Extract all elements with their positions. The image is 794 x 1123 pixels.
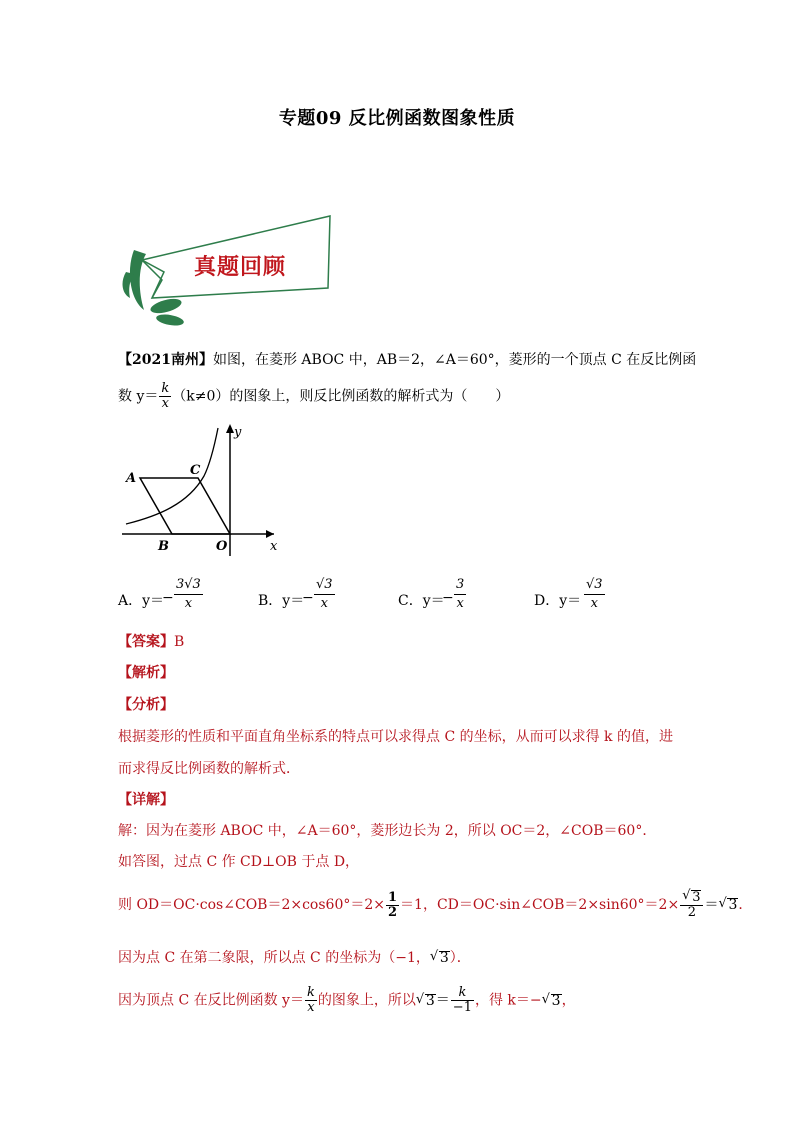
- question-line-1: [118, 350, 696, 370]
- detail-label: 【详解】: [118, 792, 174, 808]
- detail-line-5: 因为顶点 C 在反比例函数 y＝ $\frac{k}{x}$ 的图象上，所以√ 3＝ $\frac{k}{-1}$ ，得 k＝−√ 3，: [118, 986, 576, 1015]
- answer-value: B: [174, 634, 185, 650]
- point-C-label: C: [190, 463, 201, 478]
- question-line-2: [118, 382, 509, 411]
- point-B-label: B: [158, 539, 169, 554]
- leaf-icon: [149, 296, 183, 316]
- answer-label: 【答案】: [118, 634, 174, 650]
- question-source-tag: 【2021南州】: [118, 352, 213, 368]
- answer-line: [118, 632, 184, 652]
- answer-options: A．y＝ − $\frac{3√3}{x}$ B．y＝ − $\frac{√3}{x}$ C．y＝ − $\frac{3}{x}$ D．y＝ $\frac{√3}{x}$: [118, 577, 603, 611]
- leaf-icon: [130, 250, 146, 310]
- analysis-label: 【解析】: [118, 665, 174, 681]
- leaf-icon: [155, 313, 184, 328]
- detail-line-2: 如答图，过点 C 作 CD⊥OB 于点 D，: [118, 854, 360, 870]
- detail-line-4: 因为点 C 在第二象限，所以点 C 的坐标为（−1，√ 3）．: [118, 948, 471, 968]
- question-text-2-pre: 数 y＝: [118, 388, 159, 405]
- fenxi-label: 【分析】: [118, 697, 174, 713]
- page-title: 专题09 反比例函数图象性质: [278, 108, 516, 129]
- point-A-label: A: [126, 471, 137, 486]
- fenxi-text-1: 根据菱形的性质和平面直角坐标系的特点可以求得点 C 的坐标，从而可以求得 k 的值，进: [118, 729, 673, 745]
- rhombus-figure: [118, 420, 288, 560]
- detail-line-3: 则 OD＝OC·cos∠COB＝2×cos60°＝2× $\frac{1}{2}$ ＝1，CD＝OC·sin∠COB＝2×sin60°＝2× √ $\frac{3}{2}$ ＝√ 3．: [118, 890, 752, 920]
- y-axis-label: y: [234, 425, 242, 440]
- question-text-1: 如图，在菱形 ABOC 中，AB＝2，∠A＝60°，菱形的一个顶点 C 在反比例函: [212, 352, 697, 368]
- detail-line-1: 解：因为在菱形 ABOC 中，∠A＝60°，菱形边长为 2，所以 OC＝2，∠COB＝60°．: [118, 823, 657, 839]
- fenxi-text-2: 而求得反比例函数的解析式．: [118, 761, 300, 777]
- point-O-label: O: [216, 539, 228, 554]
- question-text-2-post: （k≠0）的图象上，则反比例函数的解析式为（ ）: [172, 388, 510, 405]
- question-fraction: $\frac{k}{x}$: [161, 381, 170, 411]
- banner-label: 真题回顾: [194, 254, 287, 280]
- x-axis-label: x: [270, 539, 278, 554]
